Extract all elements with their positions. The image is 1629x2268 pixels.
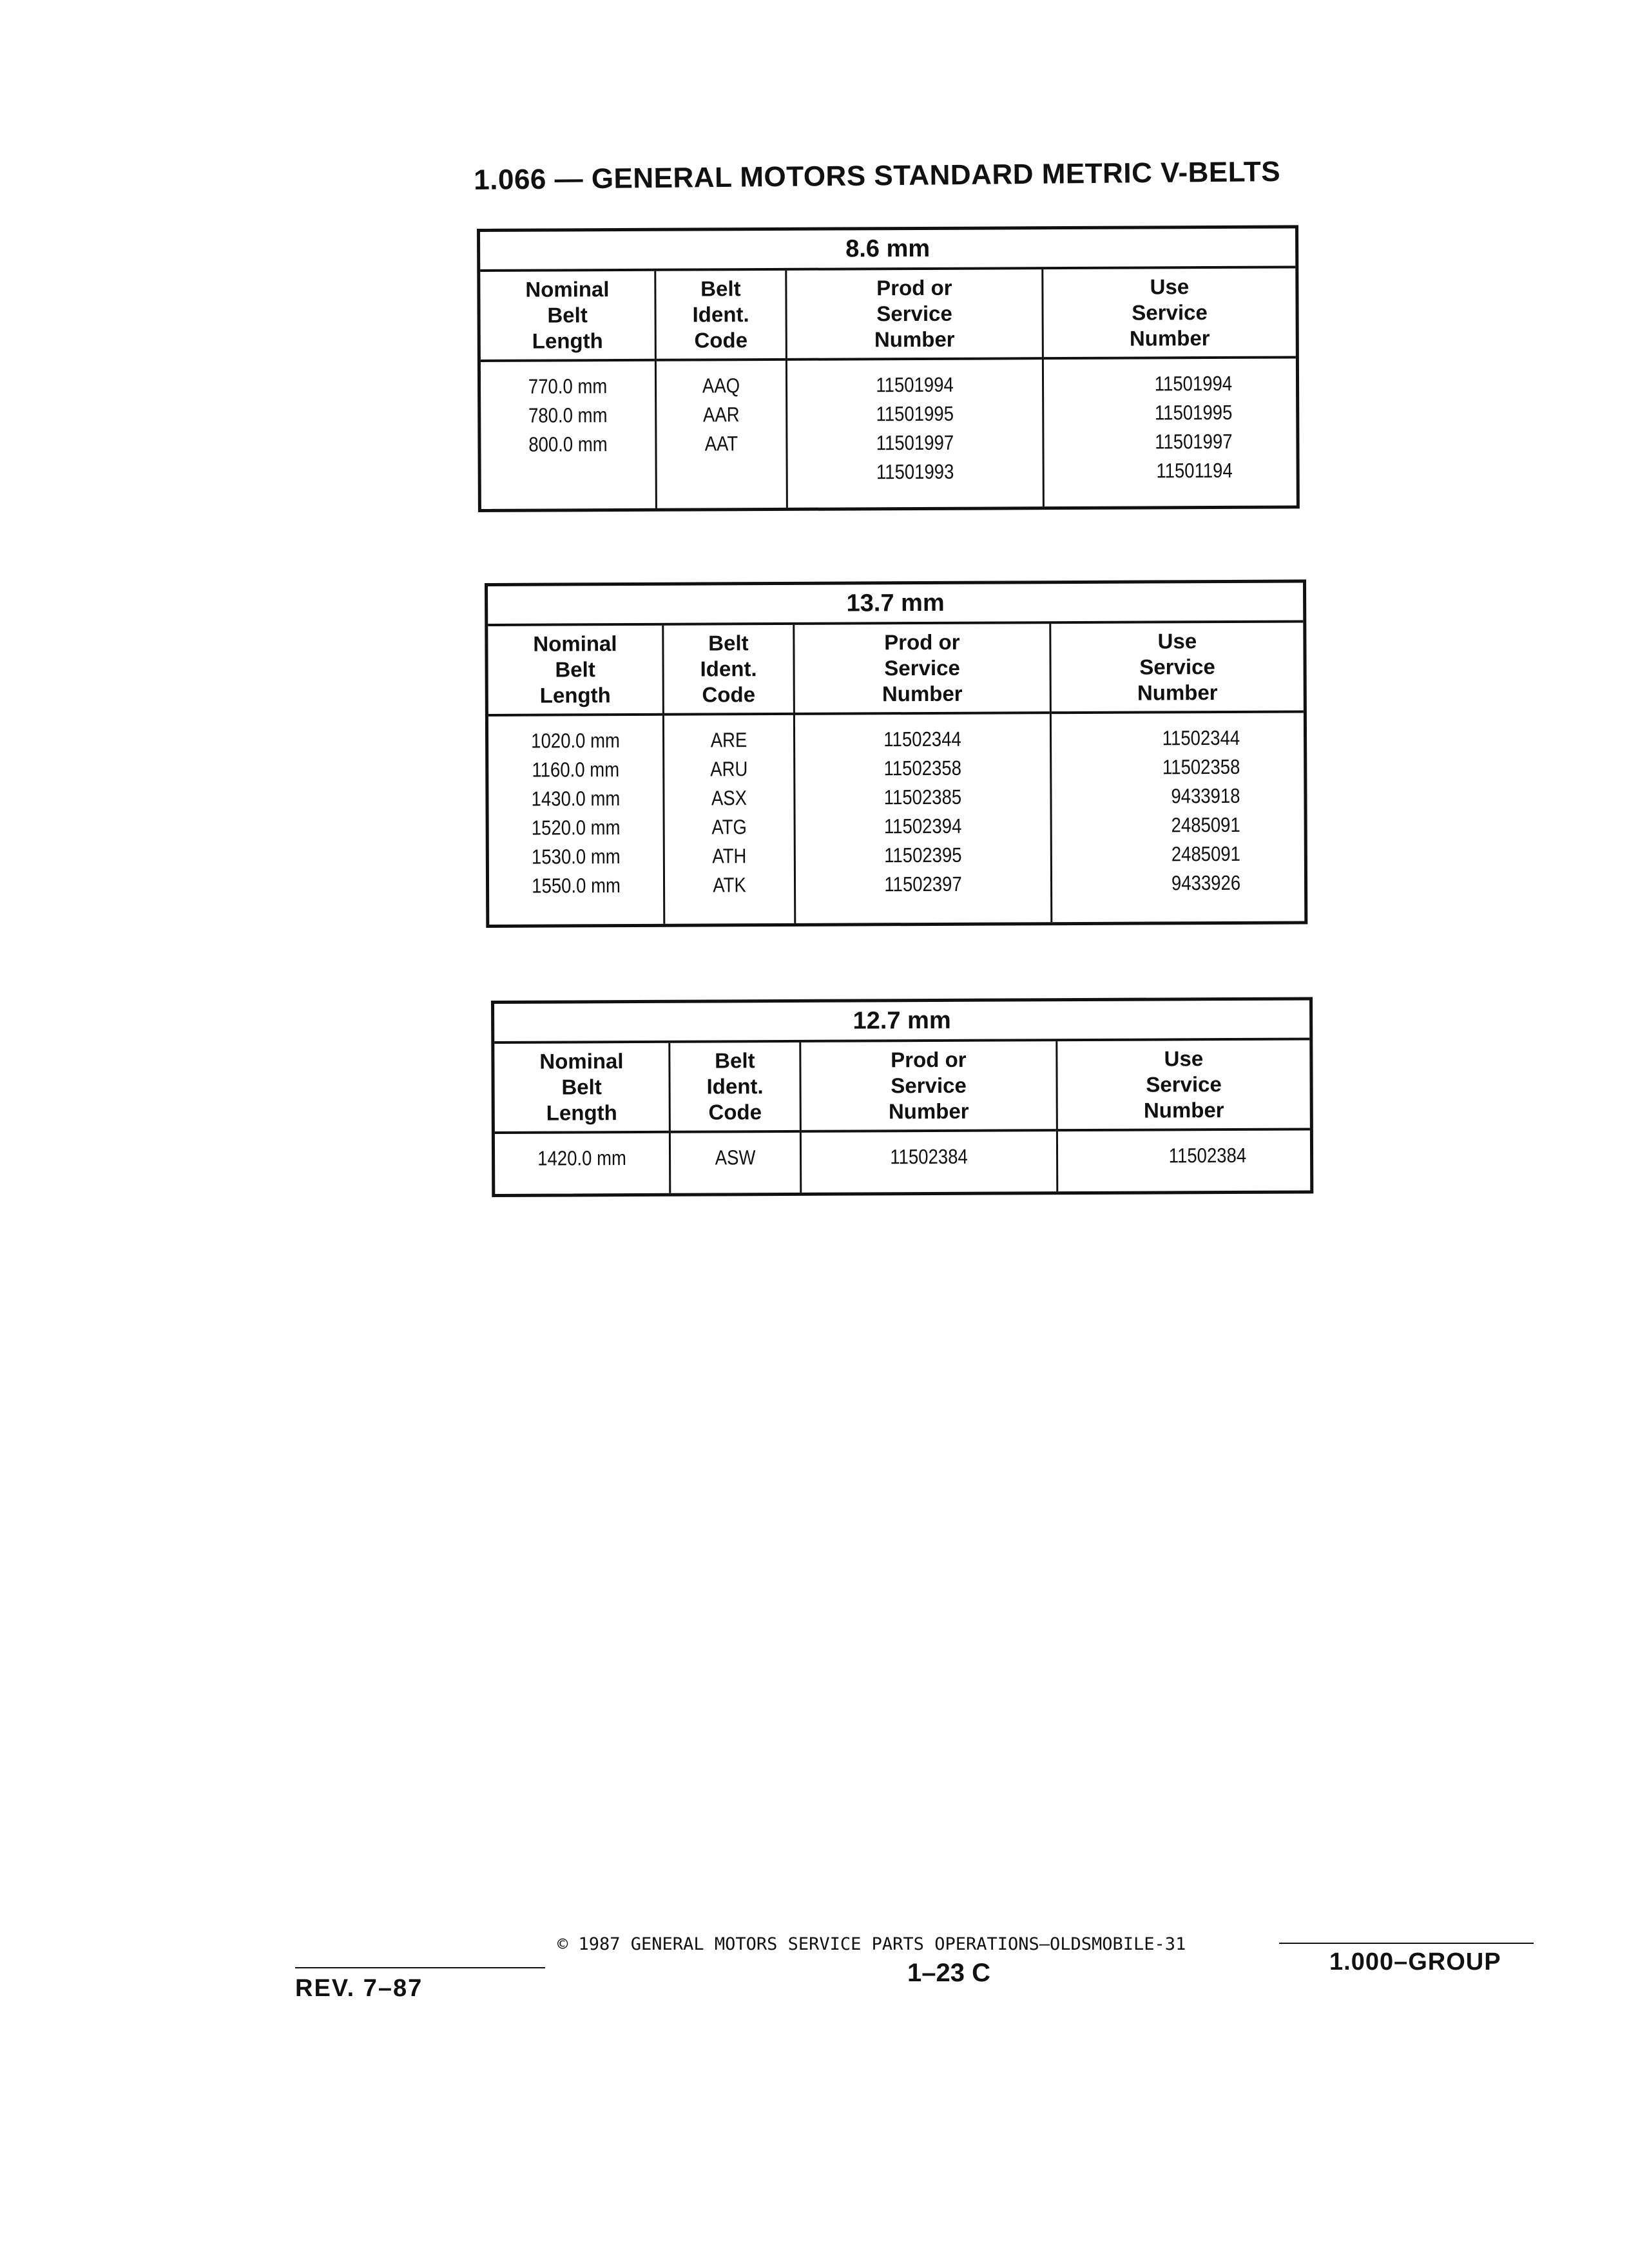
belt-table-8-6mm [477, 225, 1300, 512]
table-cell: 11502397 [884, 872, 962, 896]
header-line: Service [1139, 655, 1215, 679]
footer-rule-right [1279, 1943, 1534, 1944]
footer-copyright: © 1987 GENERAL MOTORS SERVICE PARTS OPERATIONS—OLDSMOBILE-31 [557, 1934, 1186, 1954]
table-cell: 11501997 [876, 430, 954, 455]
table-cell: 11502394 [883, 814, 962, 838]
footer-page-number: 1–23 C [907, 1959, 990, 1987]
table-cell: 770.0 mm [528, 374, 608, 398]
table-cell: AAR [702, 403, 740, 427]
header-line: Belt [561, 1075, 602, 1099]
use-service-number-cells [1044, 358, 1296, 486]
header-line: Prod or [891, 1047, 967, 1072]
table-cell: 11502344 [1162, 726, 1240, 750]
header-line: Length [539, 683, 611, 707]
table-cell: 9433918 [1171, 783, 1240, 808]
ident-code-cells [657, 361, 786, 488]
table-cell: 11502395 [884, 843, 962, 867]
header-line: Use [1150, 274, 1190, 299]
table-cell: 11501994 [876, 372, 954, 397]
ident-code-column [656, 271, 788, 508]
use-service-number-header [1043, 268, 1296, 360]
prod-service-number-cells [787, 360, 1043, 487]
table-cell: ASW [715, 1146, 756, 1169]
ident-code-cells [671, 1133, 800, 1173]
table-cell: 1530.0 mm [531, 845, 621, 869]
table-cell: 1520.0 mm [531, 816, 621, 840]
header-line: Number [882, 681, 963, 706]
section-title: 13.7 mm [488, 582, 1303, 626]
table-cell: 11502344 [883, 727, 961, 751]
ident-code-cells [664, 715, 794, 900]
nominal-length-header [494, 1043, 669, 1134]
table-cell: ARE [710, 728, 747, 752]
table-cell: ARU [710, 757, 748, 781]
header-line: Number [1137, 680, 1218, 705]
table-cell: 1550.0 mm [532, 874, 621, 898]
prod-service-number-column [795, 624, 1052, 923]
header-line: Ident. [700, 657, 757, 681]
header-line: Ident. [692, 302, 749, 327]
table-cell: 1420.0 mm [537, 1146, 626, 1170]
header-line: Number [874, 327, 955, 352]
prod-service-number-header [787, 269, 1042, 361]
section-title: 12.7 mm [494, 1000, 1309, 1044]
ident-code-column [664, 625, 796, 924]
use-service-number-column [1051, 622, 1304, 922]
nominal-length-column [494, 1043, 671, 1194]
header-line: Number [1129, 326, 1210, 351]
table-cell: 11502358 [883, 756, 962, 780]
header-line: Belt [547, 303, 588, 327]
header-line: Service [1132, 300, 1208, 325]
ident-code-header [670, 1043, 800, 1133]
prod-service-number-column [787, 269, 1045, 508]
table-cell: 11502385 [883, 785, 962, 809]
prod-service-number-header [795, 624, 1050, 715]
table-grid [488, 622, 1304, 925]
use-service-number-column [1057, 1040, 1310, 1191]
table-cell: 1430.0 mm [531, 787, 621, 811]
footer-revision: REV. 7–87 [295, 1975, 423, 2002]
header-line: Service [876, 301, 952, 326]
header-line: Nominal [525, 277, 610, 302]
table-cell: ATK [713, 873, 746, 897]
table-cell [493, 459, 642, 488]
table-cell: 11501994 [1154, 371, 1233, 396]
header-line: Prod or [884, 629, 960, 655]
table-cell: ATG [711, 815, 747, 839]
use-service-number-header [1057, 1040, 1310, 1131]
nominal-length-column [488, 626, 665, 925]
header-line: Code [702, 682, 756, 707]
prod-service-number-header [801, 1041, 1056, 1133]
header-line: Length [546, 1100, 617, 1125]
header-line: Nominal [533, 631, 617, 656]
header-line: Belt [715, 1048, 755, 1073]
table-cell: 9433926 [1171, 870, 1241, 895]
header-line: Length [532, 329, 603, 353]
table-cell: 1020.0 mm [531, 729, 620, 753]
table-cell: 11501995 [1154, 400, 1233, 425]
header-line: Service [891, 1073, 967, 1098]
table-cell: 2485091 [1171, 812, 1240, 837]
header-line: Ident. [706, 1074, 764, 1099]
header-line: Belt [700, 276, 741, 301]
header-line: Belt [555, 657, 595, 682]
use-service-number-column [1043, 268, 1296, 506]
nominal-length-header [480, 271, 655, 362]
table-cell: 11501997 [1155, 429, 1233, 454]
table-cell [666, 458, 777, 488]
nominal-length-cells [495, 1133, 669, 1173]
table-cell: 780.0 mm [528, 403, 608, 427]
header-line: Use [1164, 1046, 1204, 1071]
ident-code-column [670, 1043, 802, 1193]
table-cell: 2485091 [1171, 841, 1241, 866]
header-line: Service [1146, 1072, 1222, 1097]
belt-table-13-7mm [485, 579, 1307, 928]
use-service-number-cells [1058, 1130, 1310, 1171]
nominal-length-column [480, 271, 657, 509]
header-line: Number [888, 1099, 969, 1124]
table-cell: 1160.0 mm [532, 758, 620, 782]
use-service-number-header [1051, 622, 1304, 714]
table-cell: 800.0 mm [528, 432, 608, 456]
prod-service-number-cells [795, 714, 1050, 899]
footer-group: 1.000–GROUP [1329, 1948, 1501, 1975]
table-cell: 11502384 [890, 1144, 968, 1169]
table-cell: 11501993 [876, 459, 954, 484]
section-title: 8.6 mm [480, 228, 1295, 272]
ident-code-header [656, 271, 786, 361]
header-line: Belt [708, 631, 749, 655]
ident-code-header [664, 625, 793, 716]
page-title: 1.066 — GENERAL MOTORS STANDARD METRIC V-BELTS [474, 155, 1281, 196]
footer-rule-left [295, 1967, 545, 1968]
header-line: Service [884, 655, 960, 680]
table-grid [480, 268, 1296, 509]
belt-table-12-7mm [491, 997, 1313, 1197]
prod-service-number-column [801, 1041, 1058, 1193]
header-line: Code [694, 328, 748, 352]
prod-service-number-cells [802, 1131, 1056, 1172]
table-cell: ASX [711, 786, 747, 810]
header-line: Prod or [876, 275, 952, 300]
table-cell: ATH [712, 844, 747, 868]
use-service-number-cells [1052, 713, 1304, 898]
table-cell: 11501995 [876, 401, 954, 426]
table-grid [494, 1040, 1310, 1194]
nominal-length-cells [481, 361, 655, 488]
header-line: Code [708, 1100, 762, 1124]
table-cell: AAQ [702, 374, 740, 398]
table-cell: 11502358 [1162, 754, 1240, 779]
table-cell: 11502384 [1168, 1143, 1247, 1168]
table-cell: AAT [704, 432, 738, 456]
header-line: Nominal [539, 1049, 624, 1073]
nominal-length-header [488, 626, 662, 716]
header-line: Use [1157, 629, 1197, 653]
nominal-length-cells [488, 716, 663, 901]
header-line: Number [1143, 1098, 1224, 1122]
table-cell: 11501194 [1156, 458, 1233, 483]
